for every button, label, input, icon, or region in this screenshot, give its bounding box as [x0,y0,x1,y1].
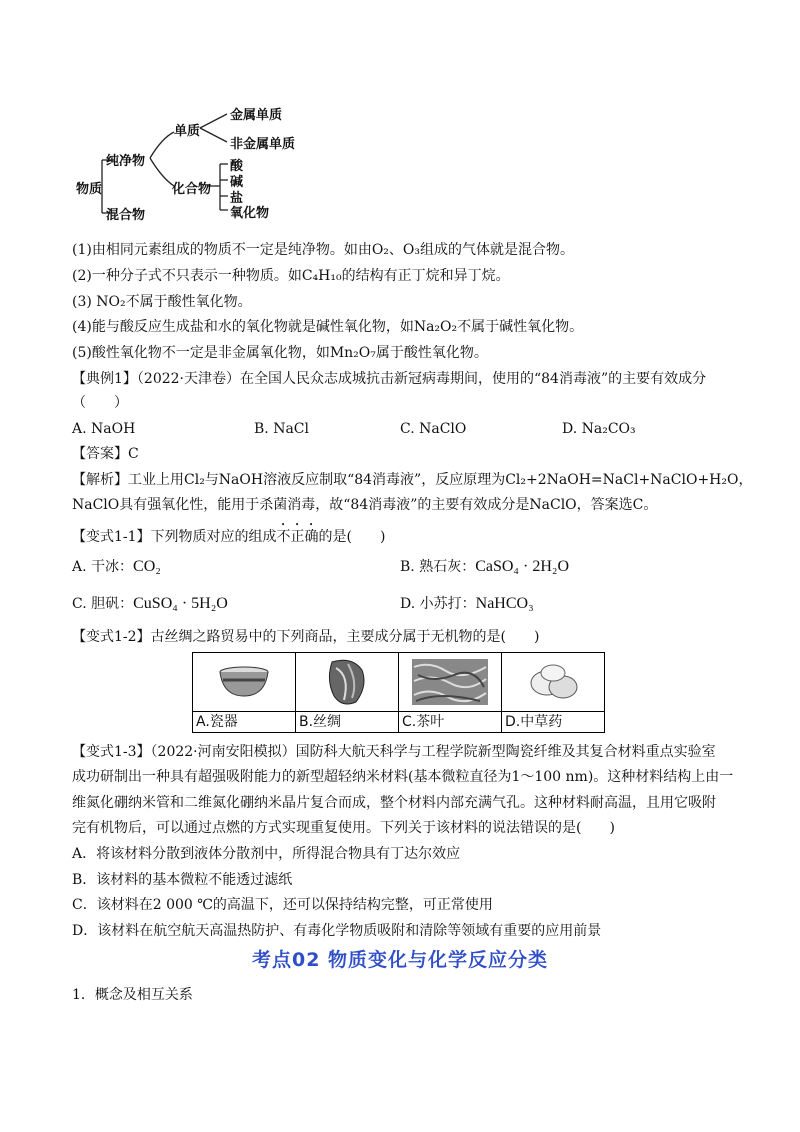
option-c-label: C. 胆矾： [72,596,134,612]
goods-cell-silk [296,653,399,733]
variant-1-3-option-c: C．该材料在2 000 ℃的高温下，还可以保持结构完整，可正常使用 [72,897,493,913]
goods-cell-porcelain [193,653,296,733]
porcelain-bowl-image [193,653,295,711]
variant-1-3-line-1: 【变式1-3】（2022·河南安阳模拟）国防科大航天科学与工程学院新型陶瓷纤维及其复合材料重点实验室 [72,744,716,760]
example1-paren: （ ） [72,395,128,411]
example1-stem: 【典例1】（2022·天津卷）在全国人民众志成城抗击新冠病毒期间，使用的“84消毒液”的主要有效成分 [72,371,707,387]
option-b-label: B. 熟石灰： [400,559,476,575]
note-4: (4)能与酸反应生成盐和水的氧化物就是碱性氧化物，如Na₂O₂不属于碱性氧化物。 [72,319,584,335]
goods-label-a: A.瓷器 [193,711,295,732]
diagram-pure: 纯净物 [106,154,146,169]
goods-cell-herbs [502,653,605,733]
diagram-compound: 化合物 [172,182,212,197]
goods-label-c: C.茶叶 [399,711,501,732]
variant-1-1-option-d [400,594,534,614]
herbal-medicine-image [502,653,604,711]
diagram-salt: 盐 [230,191,244,206]
option-a-label: A. 干冰： [72,559,134,575]
goods-label-b: B.丝绸 [296,711,398,732]
diagram-base: 碱 [230,175,244,190]
diagram-nonmetal: 非金属单质 [230,137,296,152]
variant-1-1-stem-post: 的是( ) [318,529,386,545]
example1-option-a: A. NaOH [72,421,136,437]
example1-option-c: C. NaClO [400,421,467,437]
section-title: 考点02 物质变化与化学反应分类 [251,949,549,971]
example1-answer: 【答案】C [72,446,139,462]
example1-option-b: B. NaCl [254,421,309,437]
variant-1-1-option-a [72,557,161,577]
option-c-formula: CuSO₄ · 5H₂O [133,595,228,612]
goods-label-d: D.中草药 [502,711,604,732]
example1-analysis-1: 【解析】工业上用Cl₂与NaOH溶液反应制取“84消毒液”，反应原理为Cl₂+2NaOH=NaCl+NaClO+H₂O， [72,472,753,488]
note-2: (2)一种分子式不只表示一种物质。如C₄H₁₀的结构有正丁烷和异丁烷。 [72,268,510,284]
goods-cell-tea [399,653,502,733]
diagram-acid: 酸 [230,159,244,174]
tea-leaves-image [399,653,501,711]
variant-1-2-stem: 【变式1-2】古丝绸之路贸易中的下列商品，主要成分属于无机物的是( ) [72,629,540,645]
variant-1-1-stem-pre: 【变式1-1】下列物质对应的组成 [72,529,277,545]
variant-1-3-line-3: 维氮化硼纳米管和二维氮化硼纳米晶片复合而成，整个材料内部充满气孔。这种材料耐高温，且用它吸附 [72,795,716,811]
silk-image [296,653,398,711]
example1-option-d: D. Na₂CO₃ [562,421,636,437]
diagram-oxide: 氧化物 [230,206,270,221]
goods-table [192,652,605,733]
variant-1-3-option-b: B．该材料的基本微粒不能透过滤纸 [72,872,293,888]
note-5: (5)酸性氧化物不一定是非金属氧化物，如Mn₂O₇属于酸性氧化物。 [72,345,488,361]
option-d-label: D. 小苏打： [400,596,476,612]
note-1: (1)由相同元素组成的物质不一定是纯净物。如由O₂、O₃组成的气体就是混合物。 [72,242,575,258]
section-subheading: 1．概念及相互关系 [72,987,193,1003]
variant-1-3-option-d: D．该材料在航空航天高温热防护、有毒化学物质吸附和清除等领域有重要的应用前景 [72,923,602,939]
variant-1-1-stem-emphasis: 不正确 [276,529,319,545]
diagram-root: 物质 [76,182,103,197]
option-b-formula: CaSO₄ · 2H₂O [475,558,570,575]
variant-1-1-option-c [72,594,228,614]
variant-1-1-stem [72,521,385,547]
variant-1-3-option-a: A．将该材料分散到液体分散剂中，所得混合物具有丁达尔效应 [72,846,461,862]
classification-diagram [72,98,324,226]
diagram-metal: 金属单质 [230,108,283,123]
variant-1-3-line-4: 完有机物后，可以通过点燃的方式实现重复使用。下列关于该材料的说法错误的是( ) [72,820,615,836]
option-a-formula: CO₂ [133,558,161,575]
variant-1-3-line-2: 成功研制出一种具有超强吸附能力的新型超轻纳米材料(基本微粒直径为1～100 nm)。这种材料结构上由一 [72,769,734,785]
diagram-element: 单质 [174,124,201,139]
example1-analysis-2: NaClO具有强氧化性，能用于杀菌消毒，故“84消毒液”的主要有效成分是NaClO，答案选C。 [72,497,658,513]
note-3: (3) NO₂不属于酸性氧化物。 [72,294,252,310]
variant-1-1-option-b [400,557,569,577]
diagram-mixture: 混合物 [106,208,146,223]
option-d-formula: NaHCO₃ [475,595,534,612]
